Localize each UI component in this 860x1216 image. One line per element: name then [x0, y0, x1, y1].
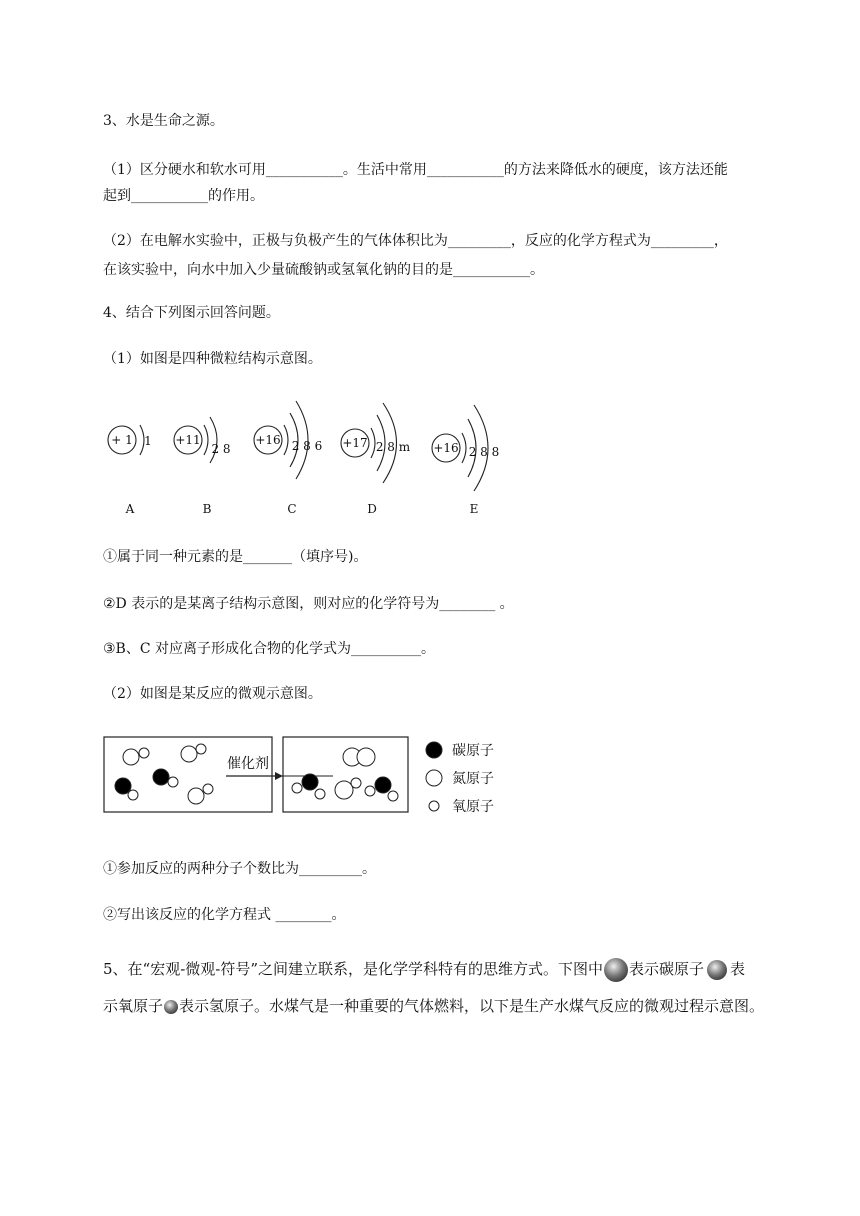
q4-sub2: ②D 表示的是某离子结构示意图，则对应的化学符号为________ 。: [103, 596, 514, 612]
q4-part1-intro: （1）如图是四种微粒结构示意图。: [103, 351, 322, 367]
legend-carbon: 碳原子: [452, 743, 494, 759]
atom-c-electrons: 2 8 6: [291, 439, 323, 453]
q5-line1-text-a: 5、在“宏观-微观-符号”之间建立联系，是化学学科特有的思维方式。下图中: [103, 960, 604, 978]
q5-line2: [103, 995, 764, 1016]
atom-d-label: D: [367, 502, 377, 516]
atom-e-label: E: [469, 502, 479, 516]
q5-line2-text-b: 表示氢原子。水煤气是一种重要的气体燃料，以下是生产水煤气反应的微观过程示意图。: [179, 997, 765, 1015]
reaction-micro-figure: [100, 732, 520, 817]
catalyst-label: 催化剂: [227, 756, 269, 772]
atom-d-nucleus: +17: [342, 436, 368, 450]
q5-line1: [103, 958, 745, 982]
oxygen-atom-icon: [707, 960, 727, 980]
atom-b-label: B: [202, 502, 212, 516]
q4-part2-intro: （2）如图是某反应的微观示意图。: [103, 686, 322, 702]
q5-line1-text-c: 表: [730, 960, 746, 978]
q4-reaction-sub1: ①参加反应的两种分子个数比为_________。: [103, 861, 376, 877]
hydrogen-atom-icon: [164, 1000, 178, 1014]
atom-c-label: C: [287, 502, 297, 516]
q4-sub3: ③B、C 对应离子形成化合物的化学式为__________。: [103, 641, 435, 657]
q3-title: 3、水是生命之源。: [103, 113, 224, 129]
atom-e-electrons: 2 8 8: [468, 445, 500, 459]
atomic-structure-figure: [100, 395, 520, 525]
atom-a-electrons: 1: [144, 434, 152, 448]
atom-b-electrons: 2 8: [211, 442, 231, 456]
q3-part2-line1: （2）在电解水实验中，正极与负极产生的气体体积比为_________，反应的化学方程式为_________，: [103, 233, 728, 249]
atom-a-label: A: [125, 502, 135, 516]
q4-title: 4、结合下列图示回答问题。: [103, 305, 280, 321]
atom-a-nucleus: + 1: [111, 433, 133, 447]
q3-part1-line1: （1）区分硬水和软水可用___________。生活中常用___________的方法来降低水的硬度，该方法还能: [103, 162, 728, 178]
legend-oxygen: 氧原子: [452, 799, 494, 815]
q5-line1-text-b: 表示碳原子: [629, 960, 705, 978]
q3-part1-line2: 起到___________的作用。: [103, 188, 264, 204]
atom-c-nucleus: +16: [255, 433, 281, 447]
q5-line2-text-a: 示氧原子: [103, 997, 164, 1015]
q3-part2-line2: 在该实验中，向水中加入少量硫酸钠或氢氧化钠的目的是___________。: [103, 262, 544, 278]
atom-b-nucleus: +11: [175, 433, 201, 447]
legend-nitrogen: 氮原子: [452, 771, 494, 787]
q4-reaction-sub2: ②写出该反应的化学方程式 ________。: [103, 907, 346, 923]
carbon-atom-icon: [604, 958, 628, 982]
q4-sub1: ①属于同一种元素的是_______（填序号)。: [103, 549, 368, 565]
atom-d-electrons: 2 8 m: [375, 440, 411, 454]
atom-e-nucleus: +16: [433, 441, 459, 455]
